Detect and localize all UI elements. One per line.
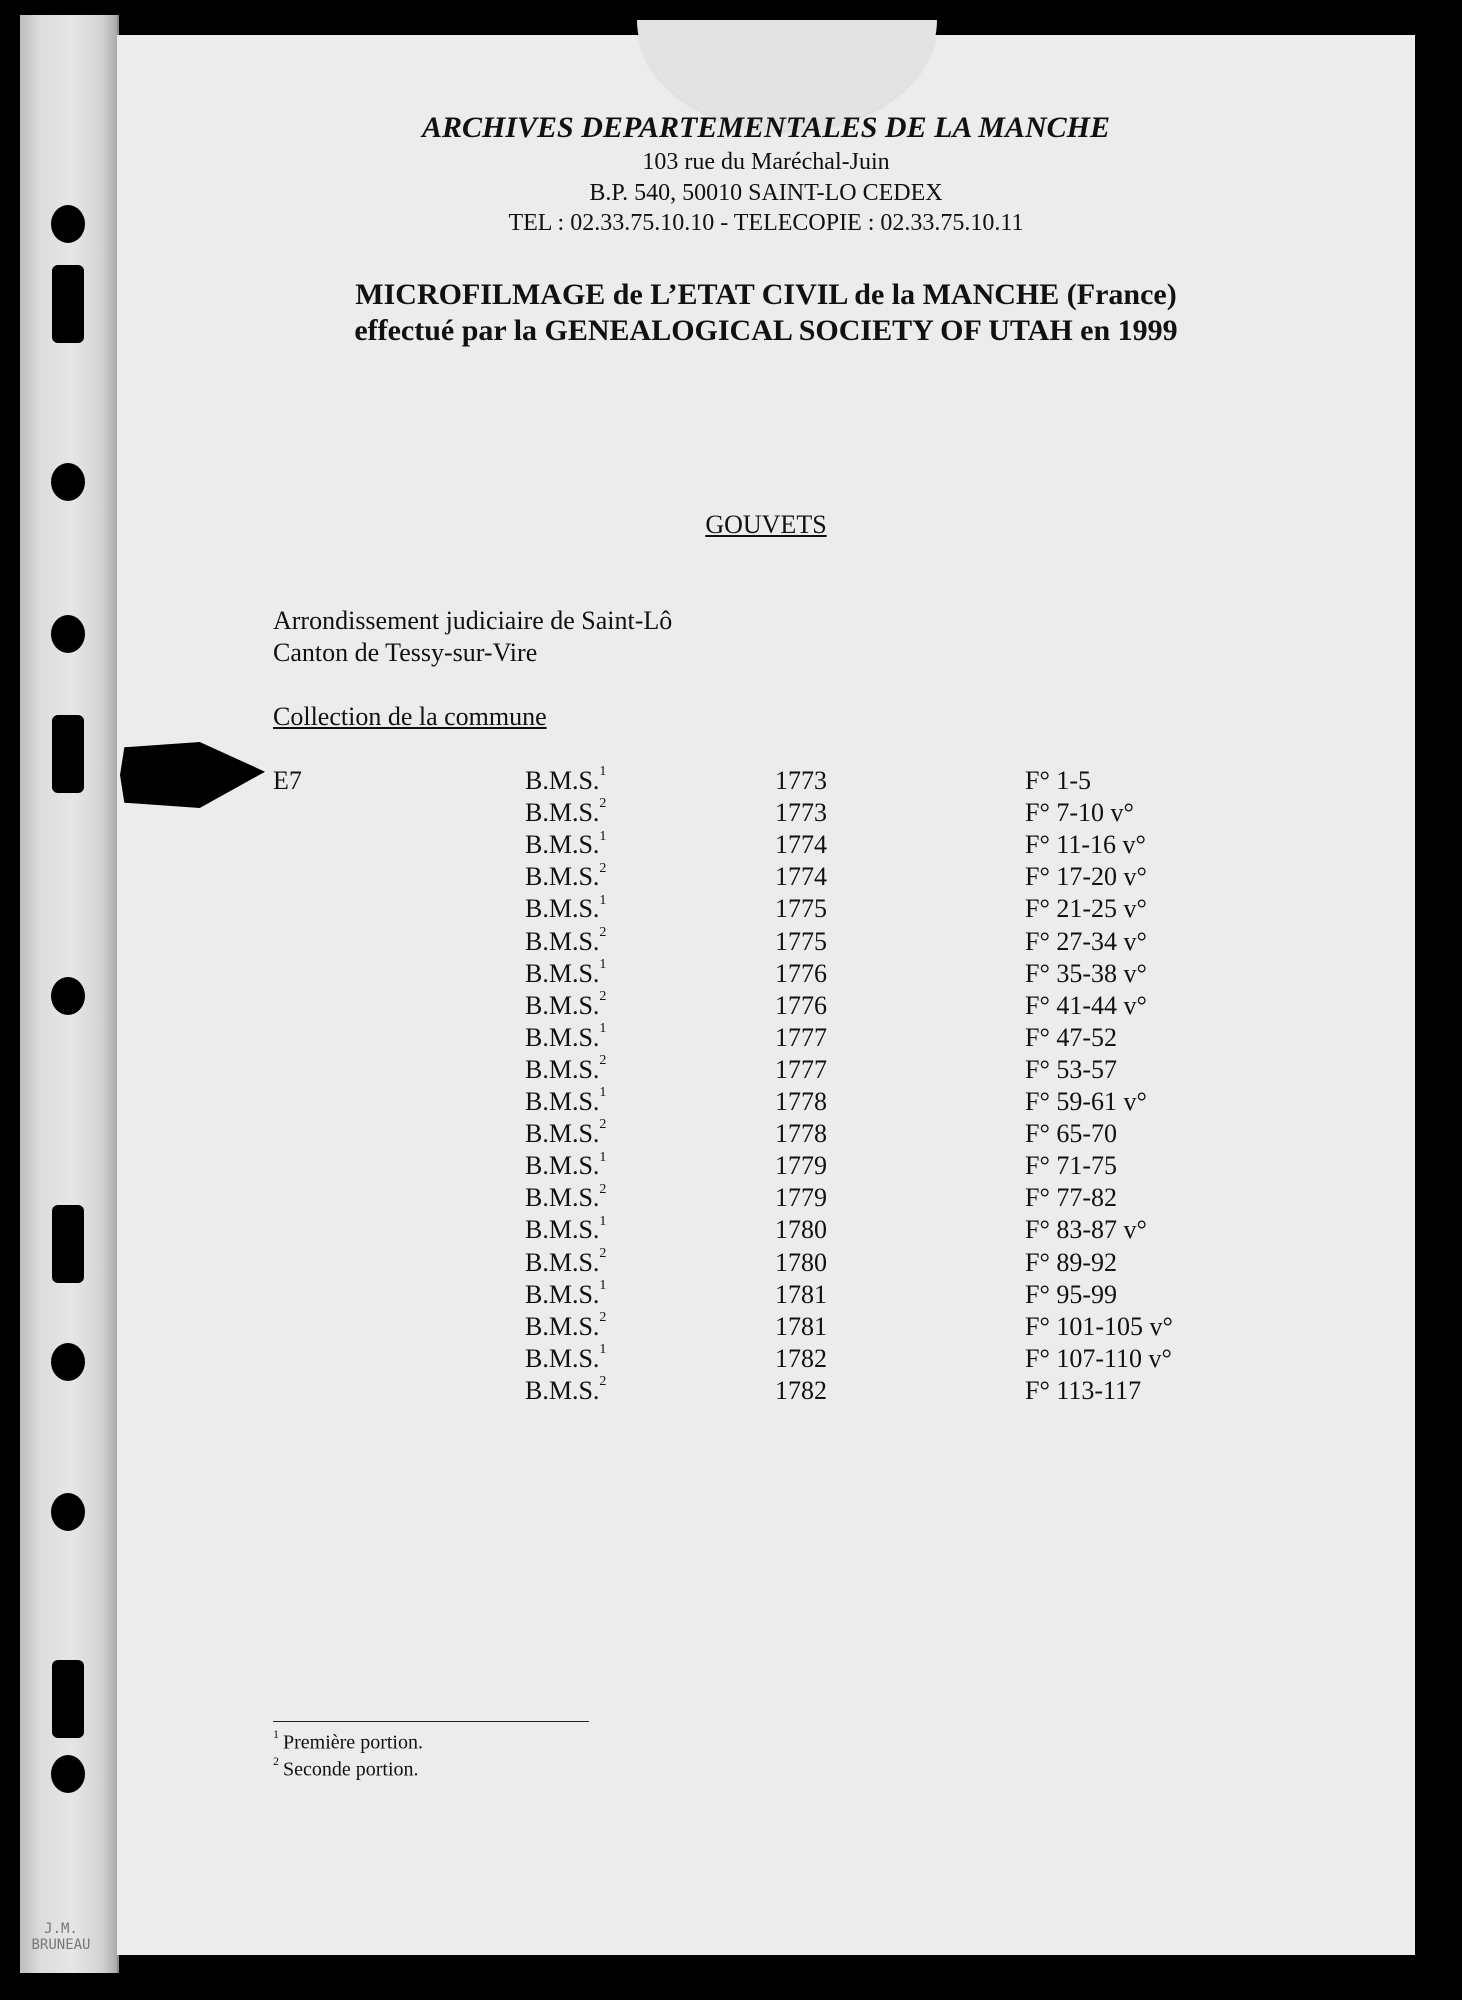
record-note-mark: 2 xyxy=(599,796,607,812)
record-type xyxy=(525,1087,606,1117)
record-type xyxy=(525,830,606,860)
footnote xyxy=(273,1754,419,1782)
record-note-mark: 2 xyxy=(599,860,607,876)
record-note-mark: 2 xyxy=(599,989,607,1005)
record-folio: F° 7-10 v° xyxy=(1025,798,1134,828)
record-row xyxy=(0,1277,1462,1312)
record-year: 1781 xyxy=(775,1311,827,1341)
record-row xyxy=(0,1023,1462,1055)
record-folio: F° 65-70 xyxy=(1025,1119,1118,1149)
record-year: 1774 xyxy=(775,862,827,892)
record-note-mark: 1 xyxy=(599,1149,607,1165)
record-row xyxy=(0,830,1462,862)
record-type-text: B.M.S. xyxy=(525,1279,600,1309)
record-folio: F° 89-92 xyxy=(1025,1247,1118,1277)
record-type xyxy=(525,956,607,989)
record-folio: F° 1-5 xyxy=(1025,766,1092,795)
record-type-text: B.M.S. xyxy=(525,1375,600,1405)
record-row xyxy=(0,894,1462,926)
record-type xyxy=(525,1245,607,1278)
record-note-mark: 2 xyxy=(599,1181,607,1197)
footnote xyxy=(273,1727,423,1755)
record-type xyxy=(525,798,606,828)
record-row xyxy=(0,862,1462,894)
record-type xyxy=(525,1119,606,1149)
record-type xyxy=(525,991,606,1021)
record-type-text: B.M.S. xyxy=(525,1247,600,1277)
record-type xyxy=(525,1376,606,1406)
record-type xyxy=(525,1344,606,1374)
record-type xyxy=(525,1312,606,1342)
footnote-mark: 2 xyxy=(273,1754,279,1768)
record-type xyxy=(525,766,606,796)
record-row xyxy=(0,798,1462,830)
record-row xyxy=(0,991,1462,1023)
record-note-mark: 1 xyxy=(599,764,607,780)
record-type-text: B.M.S. xyxy=(525,894,600,924)
address-line: B.P. 540, 50010 SAINT-LO CEDEX xyxy=(589,180,943,206)
record-year: 1778 xyxy=(775,1119,827,1149)
record-note-mark: 2 xyxy=(599,1117,607,1133)
record-type xyxy=(525,1215,606,1245)
record-row xyxy=(0,1055,1462,1087)
record-year: 1780 xyxy=(775,1215,827,1245)
record-row xyxy=(0,1312,1462,1344)
record-type-text: B.M.S. xyxy=(525,1151,600,1181)
record-type-text: B.M.S. xyxy=(525,830,600,860)
record-year: 1776 xyxy=(775,990,827,1020)
commune-title: GOUVETS xyxy=(705,510,827,539)
stamp-line: J.M. xyxy=(44,1921,78,1937)
record-type-text: B.M.S. xyxy=(525,766,600,795)
record-type xyxy=(525,1277,607,1310)
record-type xyxy=(525,862,606,892)
record-note-mark: 2 xyxy=(599,1245,607,1261)
record-folio: F° 107-110 v° xyxy=(1025,1343,1172,1373)
record-note-mark: 1 xyxy=(599,1085,607,1101)
record-row xyxy=(0,766,1462,798)
record-note-mark: 1 xyxy=(599,892,607,908)
arrondissement: Arrondissement judiciaire de Saint-Lô xyxy=(273,606,673,635)
record-year: 1780 xyxy=(775,1247,827,1277)
punch-hole xyxy=(51,1493,85,1531)
record-year: 1777 xyxy=(775,1022,827,1052)
record-folio: F° 95-99 xyxy=(1025,1279,1118,1309)
record-type-text: B.M.S. xyxy=(525,990,600,1020)
record-type-text: B.M.S. xyxy=(525,862,600,892)
record-type-text: B.M.S. xyxy=(525,1087,600,1116)
record-cote: E7 xyxy=(273,766,302,795)
record-note-mark: 1 xyxy=(599,1021,607,1037)
record-folio: F° 35-38 v° xyxy=(1025,958,1147,988)
record-row xyxy=(0,1151,1462,1183)
record-folio: F° 53-57 xyxy=(1025,1054,1118,1084)
contact-line: TEL : 02.33.75.10.10 - TELECOPIE : 02.33.75.10.11 xyxy=(508,210,1024,236)
record-type-text: B.M.S. xyxy=(525,958,600,988)
punch-hole xyxy=(51,205,85,243)
institution-name: ARCHIVES DEPARTEMENTALES DE LA MANCHE xyxy=(422,111,1110,144)
record-folio: F° 47-52 xyxy=(1025,1022,1118,1052)
record-folio: F° 17-20 v° xyxy=(1025,862,1147,892)
record-folio: F° 101-105 v° xyxy=(1025,1311,1173,1341)
record-type-text: B.M.S. xyxy=(525,798,600,828)
record-year: 1782 xyxy=(775,1375,827,1405)
record-year: 1777 xyxy=(775,1054,827,1084)
record-note-mark: 1 xyxy=(599,1342,607,1358)
record-folio: F° 21-25 v° xyxy=(1025,894,1147,924)
record-type-text: B.M.S. xyxy=(525,1054,600,1084)
footnote-text: Première portion. xyxy=(283,1731,423,1754)
record-year: 1778 xyxy=(775,1087,827,1116)
footnote-mark: 1 xyxy=(273,1727,279,1741)
record-type xyxy=(525,1023,606,1053)
record-note-mark: 1 xyxy=(599,1277,607,1293)
punch-hole xyxy=(51,463,85,501)
record-row xyxy=(0,1183,1462,1215)
record-year: 1782 xyxy=(775,1343,827,1373)
punch-hole xyxy=(51,1755,85,1793)
record-year: 1779 xyxy=(775,1183,827,1213)
record-type-text: B.M.S. xyxy=(525,926,600,956)
record-row xyxy=(0,1376,1462,1408)
record-type-text: B.M.S. xyxy=(525,1343,600,1373)
sleeve-stamp xyxy=(26,1921,96,1953)
record-row xyxy=(0,956,1462,991)
punch-slot xyxy=(52,1660,84,1738)
record-type-text: B.M.S. xyxy=(525,1183,600,1213)
record-folio: F° 27-34 v° xyxy=(1025,926,1147,956)
record-note-mark: 1 xyxy=(599,1213,607,1229)
record-folio: F° 11-16 v° xyxy=(1025,830,1146,860)
footnote-rule xyxy=(273,1721,589,1722)
record-type xyxy=(525,924,607,957)
record-folio: F° 83-87 v° xyxy=(1025,1215,1147,1245)
record-type xyxy=(525,1055,606,1085)
record-year: 1773 xyxy=(775,766,827,795)
record-row xyxy=(0,1215,1462,1247)
stamp-line: BRUNEAU xyxy=(31,1937,91,1953)
canton: Canton de Tessy-sur-Vire xyxy=(273,638,538,667)
record-year: 1779 xyxy=(775,1151,827,1181)
punch-slot xyxy=(52,265,84,343)
record-year: 1775 xyxy=(775,894,827,924)
record-note-mark: 1 xyxy=(599,828,607,844)
address-line: 103 rue du Maréchal-Juin xyxy=(642,149,890,175)
record-row xyxy=(0,1344,1462,1376)
record-type-text: B.M.S. xyxy=(525,1119,600,1149)
record-folio: F° 59-61 v° xyxy=(1025,1087,1147,1116)
record-folio: F° 41-44 v° xyxy=(1025,990,1147,1020)
record-type xyxy=(525,1183,606,1213)
record-row xyxy=(0,1087,1462,1119)
record-note-mark: 2 xyxy=(599,1053,607,1069)
record-year: 1775 xyxy=(775,926,827,956)
footnote-text: Seconde portion. xyxy=(283,1758,419,1781)
record-year: 1776 xyxy=(775,958,827,988)
collection-heading: Collection de la commune xyxy=(273,702,547,731)
record-row xyxy=(0,1119,1462,1151)
punch-hole xyxy=(51,615,85,653)
record-note-mark: 1 xyxy=(599,956,607,972)
record-type xyxy=(525,1151,606,1181)
record-year: 1781 xyxy=(775,1279,827,1309)
record-year: 1774 xyxy=(775,830,827,860)
record-row xyxy=(0,924,1462,959)
project-subtitle: effectué par la GENEALOGICAL SOCIETY OF UTAH en 1999 xyxy=(354,314,1178,347)
record-year: 1773 xyxy=(775,798,827,828)
record-row xyxy=(0,1245,1462,1280)
record-type-text: B.M.S. xyxy=(525,1022,600,1052)
record-note-mark: 2 xyxy=(599,1374,607,1390)
record-type-text: B.M.S. xyxy=(525,1215,600,1245)
record-folio: F° 113-117 xyxy=(1025,1375,1142,1405)
record-type-text: B.M.S. xyxy=(525,1311,600,1341)
record-type xyxy=(525,894,606,924)
record-folio: F° 77-82 xyxy=(1025,1183,1118,1213)
project-title: MICROFILMAGE de L’ETAT CIVIL de la MANCHE (France) xyxy=(355,278,1177,311)
record-note-mark: 2 xyxy=(599,924,607,940)
record-folio: F° 71-75 xyxy=(1025,1151,1118,1181)
record-note-mark: 2 xyxy=(599,1310,607,1326)
